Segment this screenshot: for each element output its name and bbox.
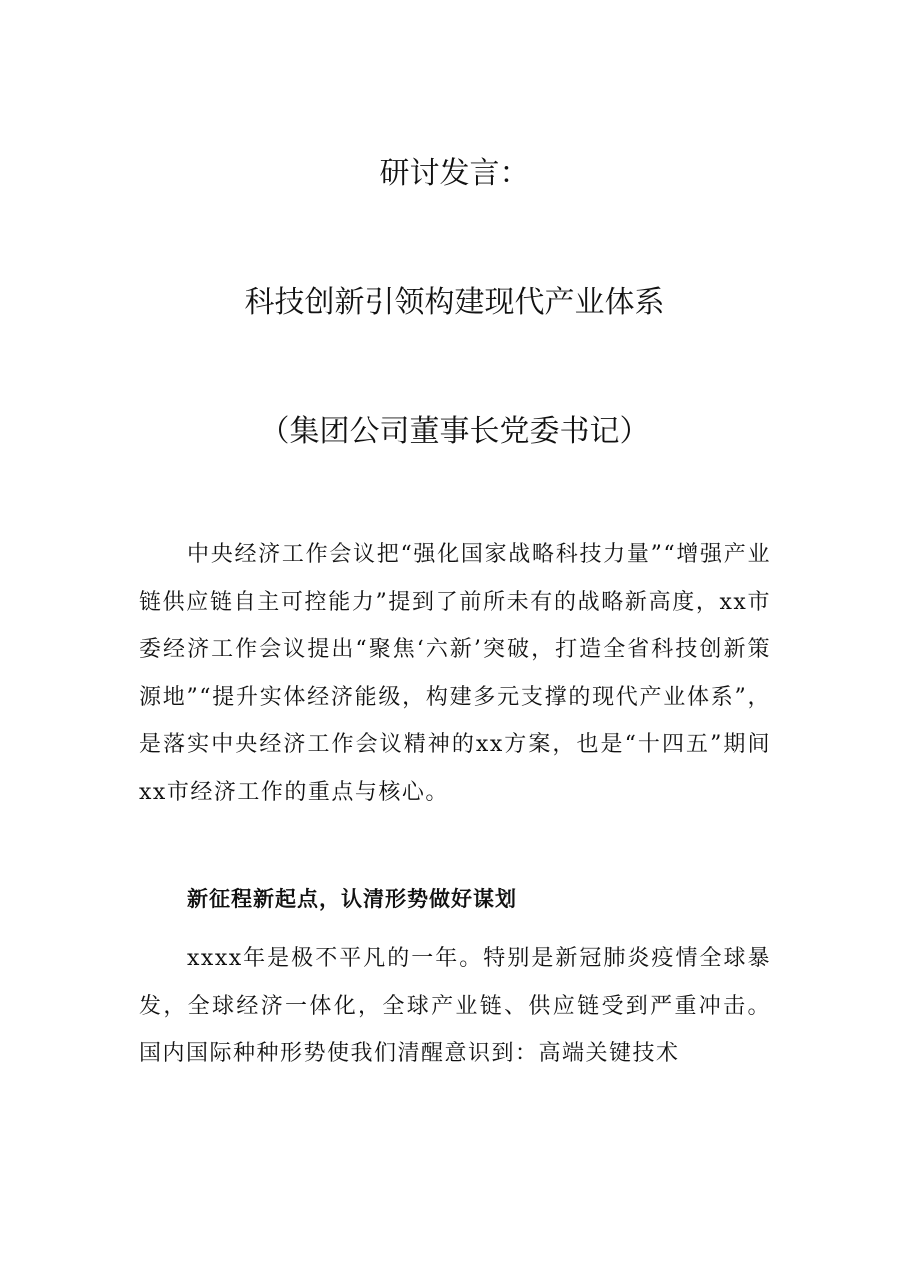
title-line-3: （集团公司董事长党委书记）	[259, 414, 650, 449]
body-paragraph-1: 中央经济工作会议把“强化国家战略科技力量”“增强产业链供应链自主可控能力”提到了前所未有的战略新高度，xx市委经济工作会议提出“聚焦‘六新’突破，打造全省科技创新策源地”“提升实体经济能级，构建多元支撑的现代产业体系”，是落实中央经济工作会议精神的xx方案，也是“十四五”期间xx市经济工作的重点与核心。	[139, 542, 771, 805]
title-line-2: 科技创新引领构建现代产业体系	[244, 285, 665, 320]
body-paragraph-2: xxxx年是极不平凡的一年。特别是新冠肺炎疫情全球暴发，全球经济一体化，全球产业链、供应链受到严重冲击。国内国际种种形势使我们清醒意识到：高端关键技术	[139, 946, 771, 1066]
section-heading-1: 新征程新起点，认清形势做好谋划	[187, 887, 517, 911]
title-line-1: 研讨发言：	[379, 156, 530, 191]
